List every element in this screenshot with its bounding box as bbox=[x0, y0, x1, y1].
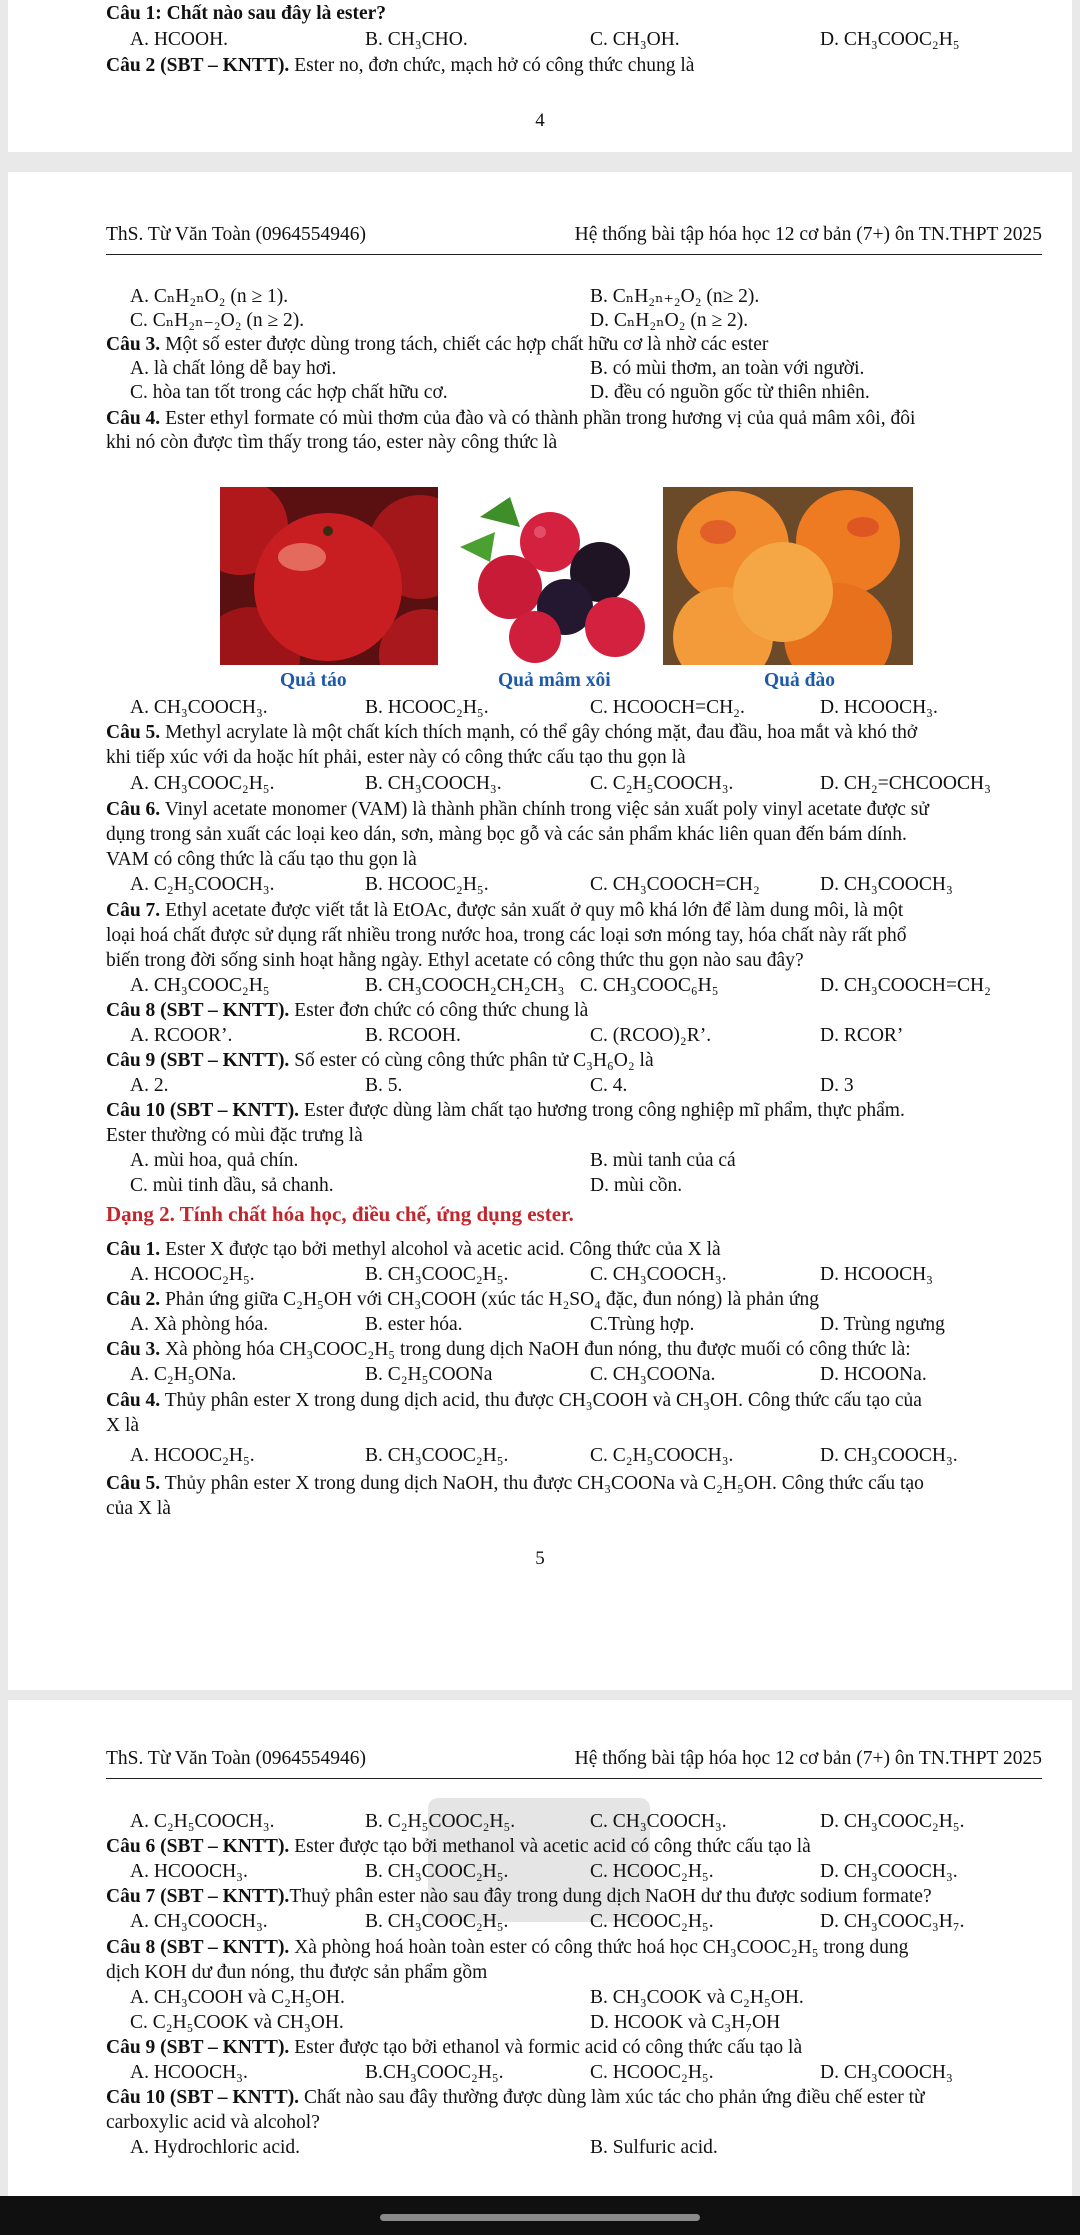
s6-option-b: B. CH₃COOC₂H₅. bbox=[365, 1861, 509, 1882]
q8-option-d: D. RCOR’ bbox=[820, 1025, 904, 1046]
q6-option-b: B. HCOOC₂H₅. bbox=[365, 874, 489, 895]
q4-option-a: A. CH₃COOCH₃. bbox=[130, 697, 268, 718]
q1-option-b: B. CH₃CHO. bbox=[365, 29, 468, 50]
q6-stem-1: Câu 6. Vinyl acetate monomer (VAM) là thành phần chính trong việc sản xuất poly vinyl acetate được sử bbox=[106, 799, 929, 820]
q5-option-a: A. CH₃COOC₂H₅. bbox=[130, 773, 275, 794]
peach-image bbox=[663, 487, 913, 665]
q5-stem-1: Câu 5. Methyl acrylate là một chất kích thích mạnh, có thể gây chóng mặt, đau đầu, hoa mắt và khó thở bbox=[106, 722, 918, 743]
s5-stem-1: Câu 5. Thủy phân ester X trong dung dịch NaOH, thu được CH₃COONa và C₂H₅OH. Công thức cấu tạo bbox=[106, 1473, 924, 1494]
s1-stem: Câu 1. Ester X được tạo bởi methyl alcohol và acetic acid. Công thức của X là bbox=[106, 1239, 721, 1260]
q9-stem: Câu 9 (SBT – KNTT). Số ester có cùng công thức phân tử C₃H₆O₂ là bbox=[106, 1050, 654, 1071]
q5-option-b: B. CH₃COOCH₃. bbox=[365, 773, 502, 794]
q6-stem-3: VAM có công thức là cấu tạo thu gọn là bbox=[106, 849, 417, 870]
system-nav-bar bbox=[0, 2196, 1080, 2235]
s9-option-c: C. HCOOC₂H₅. bbox=[590, 2062, 714, 2083]
q9-option-d: D. 3 bbox=[820, 1075, 854, 1096]
q3-option-b: B. có mùi thơm, an toàn với người. bbox=[590, 358, 865, 379]
s5-stem-2: của X là bbox=[106, 1498, 171, 1519]
q4-option-c: C. HCOOCH=CH₂. bbox=[590, 697, 745, 718]
s2-option-b: B. ester hóa. bbox=[365, 1314, 463, 1335]
s3-stem: Câu 3. Xà phòng hóa CH₃COOC₂H₅ trong dung dịch NaOH đun nóng, thu được muối có công thức là: bbox=[106, 1339, 911, 1360]
q10-stem-2: Ester thường có mùi đặc trưng là bbox=[106, 1125, 363, 1146]
s7-option-c: C. HCOOC₂H₅. bbox=[590, 1911, 714, 1932]
s9-option-d: D. CH₃COOCH₃ bbox=[820, 2062, 953, 2083]
q2-option-c: C. CₙH₂ₙ₋₂O₂ (n ≥ 2). bbox=[130, 310, 305, 331]
s4-stem-2: X là bbox=[106, 1415, 140, 1436]
q8-option-b: B. RCOOH. bbox=[365, 1025, 461, 1046]
s1-option-b: B. CH₃COOC₂H₅. bbox=[365, 1264, 509, 1285]
raspberry-image bbox=[440, 487, 660, 665]
q10-option-a: A. mùi hoa, quả chín. bbox=[130, 1150, 299, 1171]
s8-stem-2: dịch KOH dư đun nóng, thu được sản phẩm gồm bbox=[106, 1962, 488, 1983]
q7-option-c: C. CH₃COOC₆H₅ bbox=[580, 975, 719, 996]
q4-stem-2: khi nó còn được tìm thấy trong táo, ester này công thức là bbox=[106, 432, 558, 453]
q4-stem-1: Câu 4. Ester ethyl formate có mùi thơm của đào và có thành phần trong hương vị của quả mâm xôi, đôi bbox=[106, 408, 916, 429]
s5-option-a: A. C₂H₅COOCH₃. bbox=[130, 1811, 275, 1832]
page-6-content bbox=[8, 1700, 1072, 2196]
caption-peach: Quả đào bbox=[764, 670, 835, 691]
q7-option-d: D. CH₃COOCH=CH₂ bbox=[820, 975, 991, 996]
s6-stem: Câu 6 (SBT – KNTT). Ester được tạo bởi methanol và acetic acid có công thức cấu tạo là bbox=[106, 1836, 811, 1857]
s2-stem: Câu 2. Phản ứng giữa C₂H₅OH với CH₃COOH (xúc tác H₂SO₄ đặc, đun nóng) là phản ứng bbox=[106, 1289, 819, 1310]
s9-option-a: A. HCOOCH₃. bbox=[130, 2062, 248, 2083]
s10-stem-2: carboxylic acid và alcohol? bbox=[106, 2112, 320, 2133]
q7-stem-1: Câu 7. Ethyl acetate được viết tắt là EtOAc, được sản xuất ở quy mô khá lớn để làm dung môi, là một bbox=[106, 900, 904, 921]
s8-option-b: B. CH₃COOK và C₂H₅OH. bbox=[590, 1987, 804, 2008]
q10-option-b: B. mùi tanh của cá bbox=[590, 1150, 736, 1171]
s8-stem-1: Câu 8 (SBT – KNTT). Xà phòng hoá hoàn toàn ester có công thức hoá học CH₃COOC₂H₅ trong dung bbox=[106, 1937, 909, 1958]
q3-option-d: D. đều có nguồn gốc từ thiên nhiên. bbox=[590, 382, 870, 403]
q7-stem-2: loại hoá chất được sử dụng rất nhiều trong nước hoa, trong các loại sơn móng tay, hóa chất này rất phổ bbox=[106, 925, 907, 946]
q8-stem: Câu 8 (SBT – KNTT). Ester đơn chức có công thức chung là bbox=[106, 1000, 589, 1021]
s1-option-c: C. CH₃COOCH₃. bbox=[590, 1264, 727, 1285]
q1-option-c: C. CH₃OH. bbox=[590, 29, 680, 50]
header-title: Hệ thống bài tập hóa học 12 cơ bản (7+) ôn TN.THPT 2025 bbox=[574, 224, 1042, 245]
q3-stem: Câu 3. Một số ester được dùng trong tách, chiết các hợp chất hữu cơ là nhờ các ester bbox=[106, 334, 769, 355]
s6-option-c: C. HCOOC₂H₅. bbox=[590, 1861, 714, 1882]
s3-option-a: A. C₂H₅ONa. bbox=[130, 1364, 237, 1385]
q9-option-b: B. 5. bbox=[365, 1075, 403, 1096]
page-number: 5 bbox=[535, 1548, 545, 1569]
s1-option-a: A. HCOOC₂H₅. bbox=[130, 1264, 255, 1285]
q10-option-d: D. mùi cồn. bbox=[590, 1175, 683, 1196]
s7-stem: Câu 7 (SBT – KNTT).Thuỷ phân ester nào sau đây trong dung dịch NaOH dư thu được sodium formate? bbox=[106, 1886, 932, 1907]
q4-option-b: B. HCOOC₂H₅. bbox=[365, 697, 489, 718]
page-number: 4 bbox=[535, 110, 545, 131]
q2-option-b: B. CₙH₂ₙ₊₂O₂ (n≥ 2). bbox=[590, 286, 760, 307]
page-4-fragment bbox=[8, 0, 1072, 152]
s4-stem-1: Câu 4. Thủy phân ester X trong dung dịch acid, thu được CH₃COOH và CH₃OH. Công thức cấu tạo của bbox=[106, 1390, 922, 1411]
s7-option-b: B. CH₃COOC₂H₅. bbox=[365, 1911, 509, 1932]
q3-option-c: C. hòa tan tốt trong các hợp chất hữu cơ. bbox=[130, 382, 448, 403]
apple-image bbox=[220, 487, 438, 665]
q4-option-d: D. HCOOCH₃. bbox=[820, 697, 938, 718]
q1-stem: Câu 1: Chất nào sau đây là ester? bbox=[106, 3, 387, 24]
s6-option-a: A. HCOOCH₃. bbox=[130, 1861, 248, 1882]
s9-stem: Câu 9 (SBT – KNTT). Ester được tạo bởi ethanol và formic acid có công thức cấu tạo là bbox=[106, 2037, 803, 2058]
q8-option-c: C. (RCOO)₂R’. bbox=[590, 1025, 712, 1046]
q10-stem-1: Câu 10 (SBT – KNTT). Ester được dùng làm chất tạo hương trong công nghiệp mĩ phẩm, thực phẩm. bbox=[106, 1100, 905, 1121]
q1-option-a: A. HCOOH. bbox=[130, 29, 229, 50]
s8-option-c: C. C₂H₅COOK và CH₃OH. bbox=[130, 2012, 344, 2033]
header-author: ThS. Từ Văn Toàn (0964554946) bbox=[106, 1748, 366, 1769]
q3-option-a: A. là chất lỏng dễ bay hơi. bbox=[130, 358, 337, 379]
q5-stem-2: khi tiếp xúc với da hoặc hít phải, ester này có công thức cấu tạo thu gọn là bbox=[106, 747, 686, 768]
q6-option-d: D. CH₃COOCH₃ bbox=[820, 874, 953, 895]
page-header bbox=[106, 224, 1042, 255]
q2-option-d: D. CₙH₂ₙO₂ (n ≥ 2). bbox=[590, 310, 749, 331]
q7-option-b: B. CH₃COOCH₂CH₂CH₃ bbox=[365, 975, 565, 996]
s2-option-c: C.Trùng hợp. bbox=[590, 1314, 695, 1335]
q5-option-d: D. CH₂=CHCOOCH₃ bbox=[820, 773, 991, 794]
s5-option-d: D. CH₃COOC₂H₅. bbox=[820, 1811, 965, 1832]
s7-option-a: A. CH₃COOCH₃. bbox=[130, 1911, 268, 1932]
q6-stem-2: dụng trong sản xuất các loại keo dán, sơn, màng bọc gỗ và các sản phẩm khác liên quan đến bám dính. bbox=[106, 824, 907, 845]
s3-option-c: C. CH₃COONa. bbox=[590, 1364, 716, 1385]
s3-option-b: B. C₂H₅COONa bbox=[365, 1364, 493, 1385]
s6-option-d: D. CH₃COOCH₃. bbox=[820, 1861, 958, 1882]
s4-option-c: C. C₂H₅COOCH₃. bbox=[590, 1445, 734, 1466]
section-heading: Dạng 2. Tính chất hóa học, điều chế, ứng dụng ester. bbox=[106, 1202, 574, 1226]
s2-option-d: D. Trùng ngưng bbox=[820, 1314, 945, 1335]
header-author: ThS. Từ Văn Toàn (0964554946) bbox=[106, 224, 366, 245]
q8-option-a: A. RCOOR’. bbox=[130, 1025, 233, 1046]
s10-option-a: A. Hydrochloric acid. bbox=[130, 2137, 301, 2158]
s9-option-b: B.CH₃COOC₂H₅. bbox=[365, 2062, 504, 2083]
s4-option-a: A. HCOOC₂H₅. bbox=[130, 1445, 255, 1466]
q1-option-d: D. CH₃COOC₂H₅ bbox=[820, 29, 960, 50]
s4-option-b: B. CH₃COOC₂H₅. bbox=[365, 1445, 509, 1466]
s7-option-d: D. CH₃COOC₃H₇. bbox=[820, 1911, 965, 1932]
q2-option-a: A. CₙH₂ₙO₂ (n ≥ 1). bbox=[130, 286, 289, 307]
home-gesture-handle[interactable] bbox=[380, 2214, 700, 2221]
header-title: Hệ thống bài tập hóa học 12 cơ bản (7+) ôn TN.THPT 2025 bbox=[574, 1748, 1042, 1769]
q2-stem: Câu 2 (SBT – KNTT). Ester no, đơn chức, mạch hở có công thức chung là bbox=[106, 55, 695, 76]
q7-stem-3: biến trong đời sống sinh hoạt hằng ngày. Ethyl acetate có công thức thu gọn nào sau đây? bbox=[106, 950, 804, 971]
s10-option-b: B. Sulfuric acid. bbox=[590, 2137, 718, 2158]
q6-option-c: C. CH₃COOCH=CH₂ bbox=[590, 874, 760, 895]
s8-option-a: A. CH₃COOH và C₂H₅OH. bbox=[130, 1987, 345, 2008]
s1-option-d: D. HCOOCH₃ bbox=[820, 1264, 933, 1285]
s2-option-a: A. Xà phòng hóa. bbox=[130, 1314, 269, 1335]
caption-apple: Quả táo bbox=[280, 670, 347, 691]
s5-option-c: C. CH₃COOCH₃. bbox=[590, 1811, 727, 1832]
page-5 bbox=[8, 172, 1072, 1690]
q6-option-a: A. C₂H₅COOCH₃. bbox=[130, 874, 275, 895]
s3-option-d: D. HCOONa. bbox=[820, 1364, 927, 1385]
caption-raspberry: Quả mâm xôi bbox=[498, 670, 611, 691]
s4-option-d: D. CH₃COOCH₃. bbox=[820, 1445, 958, 1466]
q5-option-c: C. C₂H₅COOCH₃. bbox=[590, 773, 734, 794]
q10-option-c: C. mùi tinh dầu, sả chanh. bbox=[130, 1175, 334, 1196]
q9-option-a: A. 2. bbox=[130, 1075, 169, 1096]
s8-option-d: D. HCOOK và C₃H₇OH bbox=[590, 2012, 781, 2033]
s10-stem-1: Câu 10 (SBT – KNTT). Chất nào sau đây thường được dùng làm xúc tác cho phản ứng điều chế ester từ bbox=[106, 2087, 925, 2108]
q9-option-c: C. 4. bbox=[590, 1075, 628, 1096]
q7-option-a: A. CH₃COOC₂H₅ bbox=[130, 975, 270, 996]
s5-option-b: B. C₂H₅COOC₂H₅. bbox=[365, 1811, 516, 1832]
